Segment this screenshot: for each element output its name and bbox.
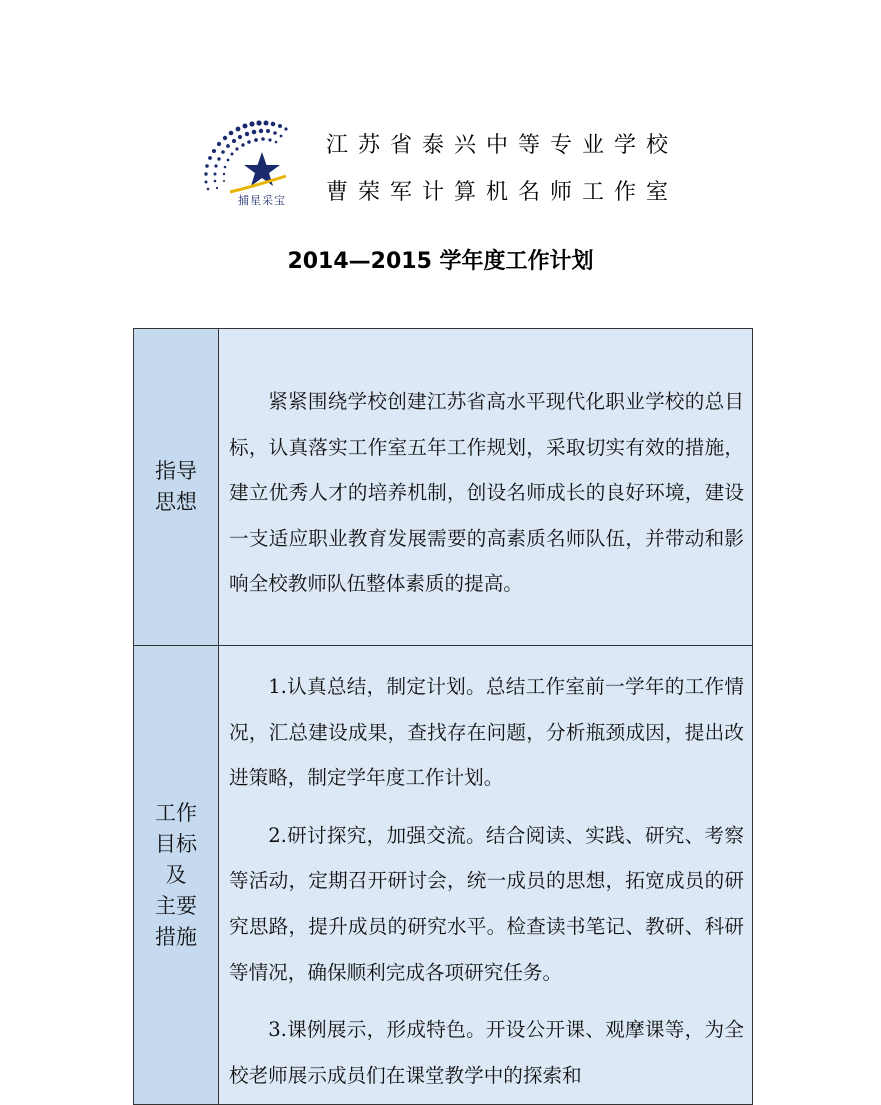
row-label-goals-measures (134, 646, 219, 1105)
label-line: 及 (165, 862, 187, 887)
row-label-guiding-ideology (134, 329, 219, 646)
school-name: 江苏省泰兴中等专业学校 (326, 133, 679, 158)
document-title: 2014—2015 学年度工作计划 (287, 249, 594, 274)
page-header (0, 0, 881, 230)
paragraph: 3.课例展示，形成特色。开设公开课、观摩课等，为全校老师展示成员们在课堂教学中的探索和 (229, 1018, 744, 1087)
paragraph: 1.认真总结，制定计划。总结工作室前一学年的工作情况，汇总建设成果，查找存在问题，分析瓶颈成因，提出改进策略，制定学年度工作计划。 (229, 675, 744, 790)
label-line: 工作 (155, 800, 197, 825)
work-plan-table (133, 328, 753, 1105)
label-line: 目标 (155, 831, 197, 856)
logo-caption: 捕星采宝 (238, 194, 286, 207)
row-content-goals-measures (219, 646, 753, 1105)
label-line: 指导 (155, 459, 197, 483)
label-line: 措施 (155, 924, 197, 949)
label-line: 思想 (155, 490, 197, 514)
row-content-guiding-ideology (219, 329, 753, 646)
table-row (134, 646, 753, 1105)
table-row (134, 329, 753, 646)
paragraph: 紧紧围绕学校创建江苏省高水平现代化职业学校的总目标，认真落实工作室五年工作规划，采取切实有效的措施，建立优秀人才的培养机制，创设名师成长的良好环境，建设一支适应职业教育发展需要的高素质名师队伍，并带动和影响全校教师队伍整体素质的提高。 (229, 390, 744, 596)
label-line: 主要 (155, 893, 197, 918)
paragraph: 2.研讨探究，加强交流。结合阅读、实践、研究、考察等活动，定期召开研讨会，统一成员的思想，拓宽成员的研究思路，提升成员的研究水平。检查读书笔记、教研、科研等情况，确保顺利完成各项研究任务。 (229, 823, 744, 984)
studio-name: 曹荣军计算机名师工作室 (326, 180, 679, 205)
